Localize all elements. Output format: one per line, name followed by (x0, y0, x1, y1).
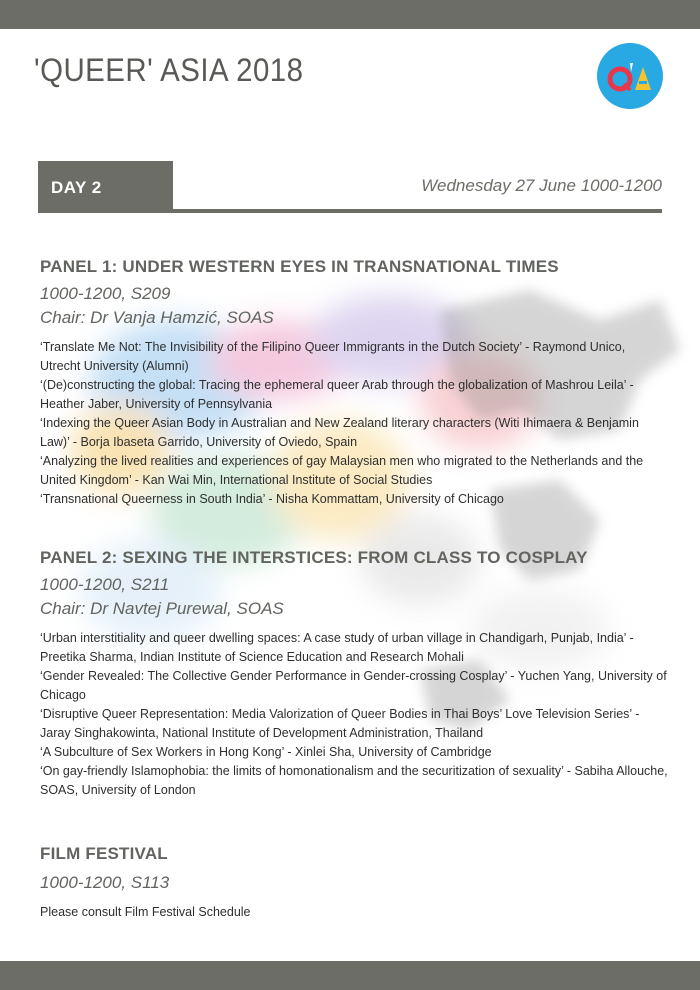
panel-time-room: 1000-1200, S209 (40, 284, 171, 303)
panel-title: PANEL 1: UNDER WESTERN EYES IN TRANSNATIONAL TIMES (40, 257, 559, 276)
paper-item: ‘Gender Revealed: The Collective Gender Performance in Gender-crossing Cosplay’ - Yuchen Yang, University of Chicago (40, 669, 667, 702)
paper-item: ‘Indexing the Queer Asian Body in Australian and New Zealand literary characters (Witi Ihimaera & Benjamin Law)’ - Borja Ibaseta Garrido, University of Oviedo, Spain (40, 416, 639, 449)
panel-chair: Chair: Dr Navtej Purewal, SOAS (40, 599, 284, 618)
day-divider (38, 209, 662, 213)
paper-item: ‘(De)constructing the global: Tracing the ephemeral queer Arab through the globalization of Mashrou Leila’ - Heather Jaber, University of Pennsylvania (40, 378, 634, 411)
paper-item: ‘Disruptive Queer Representation: Media Valorization of Queer Bodies in Thai Boys’ Love Television Series’ - Jaray Singhakowinta, National Institute of Development Administration, Thailand (40, 707, 640, 740)
paper-item: ‘A Subculture of Sex Workers in Hong Kong’ - Xinlei Sha, University of Cambridge (40, 745, 492, 759)
paper-item: ‘Analyzing the lived realities and experiences of gay Malaysian men who migrated to the Netherlands and the United Kingdom’ - Kan Wai Min, International Institute of Social Studies (40, 454, 644, 487)
day-label: DAY 2 (51, 178, 102, 197)
top-bar (0, 0, 700, 29)
paper-list (40, 629, 668, 800)
paper-item: ‘Urban interstitiality and queer dwelling spaces: A case study of urban village in Chandigarh, Punjab, India’ - Preetika Sharma, Indian Institute of Science Education and Research Mohali (40, 631, 634, 664)
day-date: Wednesday 27 June 1000-1200 (421, 176, 662, 195)
bottom-bar (0, 961, 700, 990)
paper-list (40, 338, 668, 509)
panel-time-room: 1000-1200, S211 (40, 575, 170, 594)
qa-logo-icon (597, 43, 663, 109)
document-title: 'QUEER' ASIA 2018 (34, 52, 304, 88)
paper-item: ‘Translate Me Not: The Invisibility of the Filipino Queer Immigrants in the Dutch Society’ - Raymond Unico, Utrecht University (Alumni) (40, 340, 626, 373)
panel-title: PANEL 2: SEXING THE INTERSTICES: FROM CLASS TO COSPLAY (40, 548, 588, 567)
paper-item: ‘On gay-friendly Islamophobia: the limits of homonationalism and the securitization of sexuality’ - Sabiha Allouche, SOAS, University of London (40, 764, 668, 797)
queer-asia-logo (597, 43, 663, 109)
panel-1 (40, 256, 668, 509)
film-festival-note: Please consult Film Festival Schedule (40, 905, 251, 919)
panel-chair: Chair: Dr Vanja Hamzić, SOAS (40, 308, 274, 327)
film-festival-title: FILM FESTIVAL (40, 844, 168, 863)
panel-2 (40, 547, 668, 800)
paper-item: ‘Transnational Queerness in South India’ - Nisha Kommattam, University of Chicago (40, 492, 504, 506)
film-festival-time-room: 1000-1200, S113 (40, 873, 170, 892)
film-festival (40, 843, 251, 922)
